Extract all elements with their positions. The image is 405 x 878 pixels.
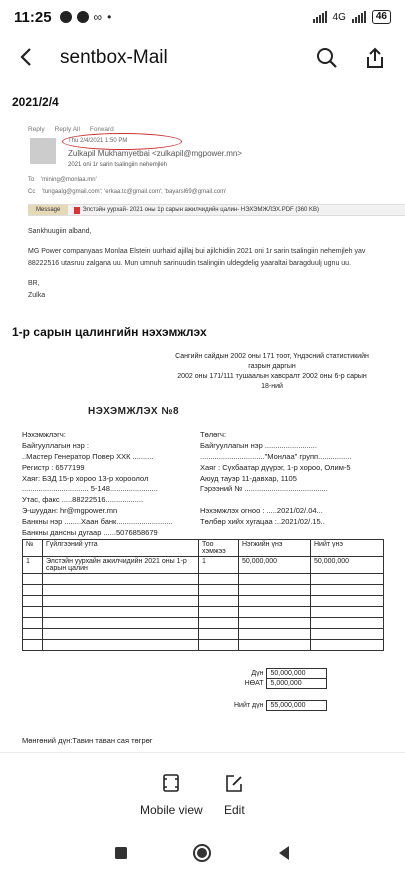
back-button[interactable] — [18, 45, 46, 71]
recent-apps-button[interactable] — [106, 838, 136, 868]
col-header-quantity: Тоо хэмжээ — [199, 540, 239, 557]
network-type: 4G — [332, 11, 346, 23]
email-to: To 'mining@monlaa.mn' — [28, 177, 97, 183]
cell-number: 1 — [23, 557, 43, 574]
email-forward-label: Forward — [89, 126, 114, 133]
total-value — [267, 689, 327, 701]
signal-icon-2 — [352, 11, 366, 23]
edit-button[interactable] — [224, 773, 245, 817]
search-button[interactable] — [315, 46, 339, 70]
total-row — [231, 679, 327, 689]
total-value: 55,000,000 — [267, 701, 327, 711]
invoice-table-header — [23, 540, 384, 557]
home-circle-icon — [192, 843, 212, 863]
invoice-note-line: 2002 оны 171/111 тушаалын хавсралт 2002 оны 6-р сарын 18-ний — [177, 373, 367, 391]
seller-line: Хаяг: БЗД 15-р хороо 13-р хороолол — [22, 473, 149, 483]
email-body — [28, 227, 405, 311]
home-button[interactable] — [187, 838, 217, 868]
email-attachment-bar — [28, 204, 405, 216]
email-body-line: 88222516 utasruu zalgana uu. Mun umnuh sarinuudin tsalingiin uldegdelig yaaraltai baragduulj ugnu uu. — [28, 259, 352, 267]
col-header-total: Нийт үнэ — [311, 540, 384, 557]
email-reply-all-label: Reply All — [54, 126, 80, 133]
amount-in-words: Мөнгөний дүн:Тавин таван сая төгрөг — [22, 736, 153, 745]
share-button[interactable] — [363, 46, 387, 70]
table-row-empty — [23, 640, 384, 651]
status-time: 11:25 — [14, 8, 52, 26]
invoice-heading: 1-р сарын цалингийн нэхэмжлэх — [12, 325, 207, 339]
cell-unit-price: 50,000,000 — [239, 557, 311, 574]
message-tab: Message — [28, 205, 68, 215]
total-row — [231, 689, 327, 701]
email-date: Thu 2/4/2021 1:50 PM — [68, 138, 128, 144]
total-label — [231, 689, 267, 701]
total-row — [231, 669, 327, 679]
table-row-empty — [23, 607, 384, 618]
buyer-line: Төлбөр хийх хугацаа :..2021/02/.15.. — [200, 517, 325, 527]
share-icon — [365, 47, 385, 69]
buyer-line: Гэрээний № ........................................ — [200, 484, 328, 494]
more-notifications-icon: • — [107, 10, 112, 24]
seller-line: Банкны нэр ........Хаан банк........................... — [22, 517, 173, 526]
seller-details — [22, 430, 173, 539]
table-row-empty — [23, 629, 384, 640]
cell-total: 50,000,000 — [311, 557, 384, 574]
table-row-empty — [23, 618, 384, 629]
notification-app-icon — [60, 11, 72, 23]
seller-line: ..Мастер Генератор Повер ХХК .......... — [22, 451, 154, 461]
page-title: sentbox-Mail — [60, 47, 168, 68]
seller-line: Регистр : 6577199 — [22, 462, 85, 472]
total-value: 5,000,000 — [267, 679, 327, 689]
seller-line: Байгууллагын нэр : — [22, 440, 89, 450]
status-bar — [0, 0, 405, 34]
cell-description: Элстэйн уурхайн ажилчидийн 2021 оны 1-р сарын цалин — [43, 557, 199, 574]
table-row-empty — [23, 596, 384, 607]
seller-line: Утас, факс .....88222516.................. — [22, 495, 144, 505]
date-heading: 2021/2/4 — [12, 95, 59, 109]
invoice-document — [22, 348, 405, 752]
invoice-table — [22, 539, 384, 651]
email-to-value: 'mining@monlaa.mn' — [41, 177, 97, 183]
email-from: Zulkapil Mukhamyetbai <zulkapil@mgpower.mn> — [68, 149, 242, 158]
buyer-line: Хаяг : Сүхбаатар дүүрэг, 1-р хороо, Олим-5 — [200, 462, 351, 472]
email-cc-value: 'tungaalg@gmail.com'; 'erkaa.tc@gmail.com'; 'bayarsl69@gmail.com' — [42, 189, 227, 195]
buyer-line: Аюуд тауэр 11-давхар, 1105 — [200, 473, 297, 483]
email-body-line: Sankhuugiin alband, — [28, 228, 92, 235]
mobile-view-button[interactable] — [140, 773, 203, 817]
col-header-number: № — [23, 540, 43, 557]
buyer-line — [200, 495, 351, 506]
invoice-totals — [231, 668, 327, 711]
cell-quantity: 1 — [199, 557, 239, 574]
square-icon — [114, 846, 128, 860]
edit-label: Edit — [224, 803, 245, 817]
seller-line: ................................ 5-148....................... — [22, 484, 158, 494]
triangle-back-icon — [277, 845, 291, 861]
app-bar — [0, 34, 405, 82]
bottom-action-bar — [0, 752, 405, 828]
email-reply-label: Reply — [28, 126, 45, 133]
messenger-icon — [77, 11, 89, 23]
attachment-name: Элстэйн уурхай- 2021 оны 1р сарын ажилчидийн цалин- НЭХЭМЖЛЭХ.PDF (360 KB) — [82, 207, 320, 213]
total-label: Нийт дүн — [234, 702, 264, 709]
col-header-description: Гүйлгээний утга — [43, 540, 199, 557]
email-screenshot — [28, 122, 405, 325]
invoice-note — [172, 352, 372, 393]
buyer-line: ..............................."Монлаа" групп................ — [200, 451, 352, 461]
nav-back-button[interactable] — [269, 838, 299, 868]
buyer-details — [200, 430, 351, 528]
search-icon — [316, 47, 338, 69]
seller-line: Нэхэмжлэгч: — [22, 430, 66, 439]
buyer-line: Байгууллагын нэр ......................... — [200, 440, 317, 450]
edit-icon — [225, 773, 243, 793]
system-icons — [313, 10, 391, 24]
invoice-note-line: Сангийн сайдын 2002 оны 171 тоот, Үндэсний статистикийн газрын даргын — [175, 353, 369, 371]
mobile-view-icon — [162, 773, 180, 793]
total-label: Дүн — [251, 670, 264, 677]
table-row — [23, 557, 384, 574]
pdf-icon — [74, 207, 80, 214]
email-subject: 2021 oni 1r sarin tsalingiin nehemjleh — [68, 162, 168, 168]
email-body-line: BR, — [28, 280, 40, 288]
email-toolbar — [28, 126, 114, 133]
table-row-empty — [23, 585, 384, 596]
total-row — [231, 701, 327, 711]
invoice-title: НЭХЭМЖЛЭХ №8 — [88, 406, 180, 417]
buyer-line: Төлөгч: — [200, 430, 227, 439]
email-body-line: Zulka — [28, 291, 46, 299]
seller-line: Банкны дансны дугаар ......5076858679 — [22, 527, 158, 537]
col-header-unit-price: Нэгжийн үнэ — [239, 540, 311, 557]
sender-avatar — [30, 138, 56, 164]
seller-line: Э-шуудан: hr@mgpower.mn — [22, 506, 118, 516]
system-nav-bar — [0, 828, 405, 878]
signal-icon — [313, 11, 327, 23]
mail-content[interactable] — [0, 82, 405, 752]
table-row-empty — [23, 574, 384, 585]
battery-icon: 46 — [372, 10, 391, 24]
link-icon: ∞ — [93, 10, 103, 24]
buyer-line: Нэхэмжлэх огноо : .....2021/02/.04... — [200, 506, 323, 516]
total-value: 50,000,000 — [267, 669, 327, 679]
total-label: НӨАТ — [244, 680, 264, 687]
email-body-line: MG Power companyaas Monlaa Elstein uurhaid ajillaj bui ajilchidiin 2021 oni 1r sarin tsalingiin nehemjleh yav — [28, 248, 366, 256]
mobile-view-label: Mobile view — [140, 803, 203, 817]
back-arrow-icon — [18, 47, 34, 67]
notification-icons — [60, 10, 112, 24]
email-cc: Cc 'tungaalg@gmail.com'; 'erkaa.tc@gmail.com'; 'bayarsl69@gmail.com' — [28, 189, 227, 195]
